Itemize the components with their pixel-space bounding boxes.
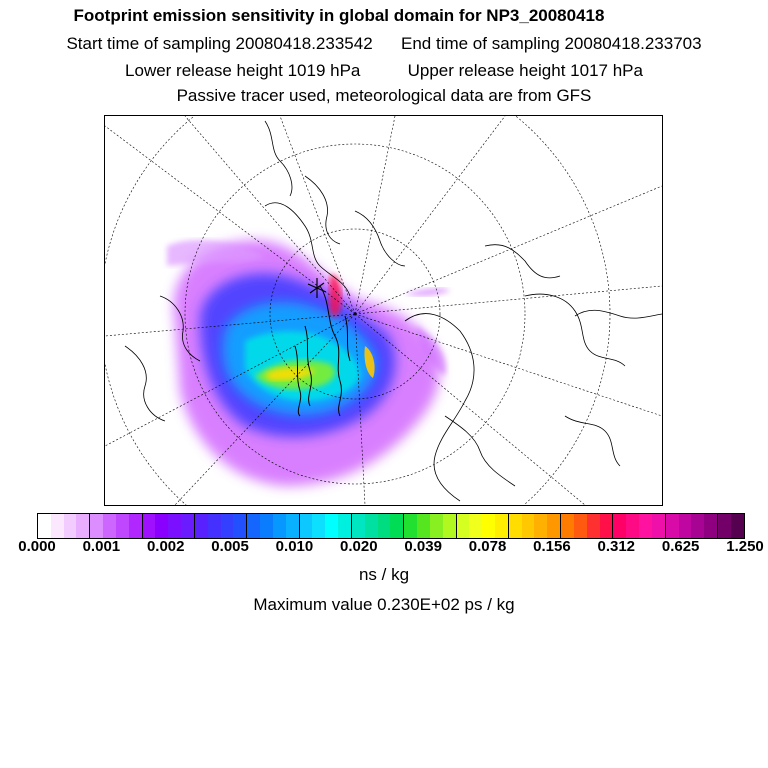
colorbar-cell [38, 514, 51, 538]
colorbar-cell [403, 514, 417, 538]
colorbar-cell [129, 514, 142, 538]
colorbar-cell [522, 514, 535, 538]
colorbar-cell [390, 514, 403, 538]
colorbar-cell [612, 514, 626, 538]
colorbar-tick-labels [0, 538, 768, 558]
sampling-times [0, 34, 768, 54]
colorbar-cell [587, 514, 600, 538]
colorbar-cell [626, 514, 639, 538]
colorbar-tick-label: 0.020 [340, 538, 378, 555]
colorbar-cell [246, 514, 260, 538]
colorbar-cell [378, 514, 391, 538]
colorbar-tick-label: 0.000 [18, 538, 56, 555]
colorbar-cell [64, 514, 77, 538]
maximum-value-label: Maximum value 0.230E+02 ps / kg [253, 595, 515, 614]
footprint-map [104, 115, 663, 506]
colorbar-cell [273, 514, 286, 538]
colorbar-tick-label: 0.625 [661, 538, 700, 555]
colorbar-cell [639, 514, 652, 538]
release-heights [0, 61, 768, 81]
colorbar-cell [286, 514, 299, 538]
colorbar-cell [168, 514, 181, 538]
colorbar-cell [560, 514, 574, 538]
colorbar-tick-label: 0.078 [468, 538, 507, 555]
colorbar-cell [194, 514, 208, 538]
lower-height-label: Lower release height 1019 hPa [125, 61, 361, 80]
colorbar-cell [116, 514, 129, 538]
colorbar-cell [652, 514, 665, 538]
colorbar-cell [89, 514, 103, 538]
colorbar-cell [534, 514, 547, 538]
tracer-note: Passive tracer used, meteorological data are from GFS [176, 86, 592, 105]
start-time-label: Start time of sampling 20080418.233542 [66, 34, 373, 53]
colorbar-cell [691, 514, 704, 538]
end-time-label: End time of sampling 20080418.233703 [401, 34, 702, 53]
colorbar-cell [704, 514, 717, 538]
colorbar-units: ns / kg [358, 565, 410, 584]
colorbar-tick-label: 0.156 [533, 538, 571, 555]
colorbar-cell [351, 514, 365, 538]
colorbar-cell [76, 514, 89, 538]
colorbar-cell [495, 514, 508, 538]
colorbar [37, 513, 745, 539]
colorbar-tick-label: 0.010 [275, 538, 314, 555]
colorbar-cell [142, 514, 156, 538]
colorbar-cell [221, 514, 234, 538]
colorbar-cell [430, 514, 443, 538]
colorbar-cell [679, 514, 692, 538]
colorbar-cell [508, 514, 522, 538]
colorbar-tick-label: 0.005 [211, 538, 249, 555]
colorbar-cell [208, 514, 221, 538]
colorbar-cell [51, 514, 64, 538]
colorbar-tick-label: 0.001 [82, 538, 121, 555]
map-title: Footprint emission sensitivity in global domain for NP3_20080418 [73, 6, 605, 25]
upper-height-label: Upper release height 1017 hPa [407, 61, 643, 80]
colorbar-cell [547, 514, 560, 538]
colorbar-cell [482, 514, 495, 538]
colorbar-cell [717, 514, 731, 538]
colorbar-cell [181, 514, 194, 538]
colorbar-cell [260, 514, 273, 538]
colorbar-cell [574, 514, 587, 538]
colorbar-cell [155, 514, 168, 538]
colorbar-cell [600, 514, 613, 538]
colorbar-tick-label: 0.312 [597, 538, 636, 555]
colorbar-cell [233, 514, 246, 538]
colorbar-cell [417, 514, 430, 538]
colorbar-cell [456, 514, 470, 538]
colorbar-cell [325, 514, 338, 538]
colorbar-cell [443, 514, 456, 538]
colorbar-cell [338, 514, 351, 538]
colorbar-tick-label: 1.250 [726, 538, 764, 555]
colorbar-cell [312, 514, 325, 538]
colorbar-cell [103, 514, 116, 538]
polar-map-svg [105, 116, 662, 505]
colorbar-cell [299, 514, 313, 538]
colorbar-cell [731, 514, 744, 538]
colorbar-cell [365, 514, 378, 538]
colorbar-tick-label: 0.002 [146, 538, 185, 555]
colorbar-tick-label: 0.039 [404, 538, 442, 555]
colorbar-cell [665, 514, 679, 538]
colorbar-cell [469, 514, 482, 538]
